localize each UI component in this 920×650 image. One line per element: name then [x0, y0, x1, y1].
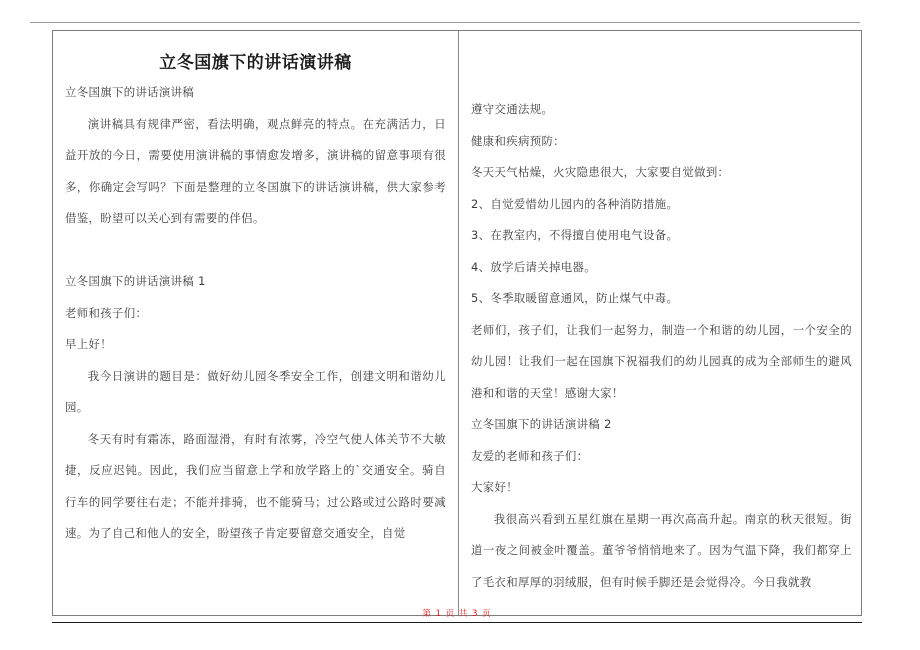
footer-divider-rule	[52, 622, 862, 623]
paragraph: 我今日演讲的题目是：做好幼儿园冬季安全工作，创建文明和谐幼儿园。	[65, 368, 446, 415]
paragraph: 老师们，孩子们，让我们一起努力，制造一个和谐的幼儿园，一个安全的幼儿园！让我们一起在国旗下祝福我们的幼儿园真的成为全部师生的避风港和和谐的天堂！感谢大家！	[471, 322, 852, 400]
left-column	[53, 31, 458, 616]
paragraph: 我很高兴看到五星红旗在星期一再次高高升起。南京的秋天很短。街道一夜之间被金叶覆盖。董爷爷悄悄地来了。因为气温下降，我们都穿上了毛衣和厚厚的羽绒服，但有时候手脚还是会觉得冷。今日我就教	[471, 511, 852, 589]
paragraph: 立冬国旗下的讲话演讲稿	[65, 85, 195, 100]
paragraph: 冬天天气枯燥，火灾隐患很大，大家要自觉做到：	[471, 165, 730, 179]
list-item: 2、自觉爱惜幼儿园内的各种消防措施。	[471, 196, 679, 211]
paragraph: 演讲稿具有规律严密，看法明确，观点鲜亮的特点。在充满活力，日益开放的今日，需要使用演讲稿的事情愈发增多，演讲稿的留意事项有很多，你确定会写吗？下面是整理的立冬国旗下的讲话演讲稿，供大家参考借鉴，盼望可以关心到有需要的伴侣。	[65, 116, 446, 226]
paragraph: 立冬国旗下的讲话演讲稿 1	[65, 274, 206, 289]
paragraph-spacer	[65, 235, 446, 267]
header-divider-rule	[30, 22, 860, 23]
paragraph: 早上好！	[65, 337, 112, 352]
list-item: 5、冬季取暖留意通风，防止煤气中毒。	[471, 291, 679, 305]
paragraph: 大家好！	[471, 480, 518, 494]
list-item: 3、在教室内，不得擅自使用电气设备。	[471, 228, 679, 242]
paragraph: 老师和孩子们：	[65, 305, 148, 320]
right-column	[459, 31, 862, 616]
page-footer	[52, 609, 862, 642]
document-frame	[52, 30, 862, 616]
paragraph: 冬天有时有霜冻，路面湿滑，有时有浓雾，冷空气使人体关节不大敏捷，反应迟钝。因此，我们应当留意上学和放学路上的`交通安全。骑自行车的同学要往右走；不能并排骑，也不能骑马；过公路或过公路时要减速。为了自己和他人的安全，盼望孩子肯定要留意交通安全，自觉	[65, 431, 446, 541]
paragraph: 健康和疾病预防：	[471, 133, 565, 148]
page-number-label: 第 1 页 共 3 页	[422, 609, 492, 619]
paragraph: 友爱的老师和孩子们：	[471, 448, 589, 463]
paragraph: 遵守交通法规。	[471, 102, 554, 116]
page-title: 立冬国旗下的讲话演讲稿	[159, 53, 352, 73]
list-item: 4、放学后请关掉电器。	[471, 259, 597, 274]
paragraph: 立冬国旗下的讲话演讲稿 2	[471, 417, 612, 431]
